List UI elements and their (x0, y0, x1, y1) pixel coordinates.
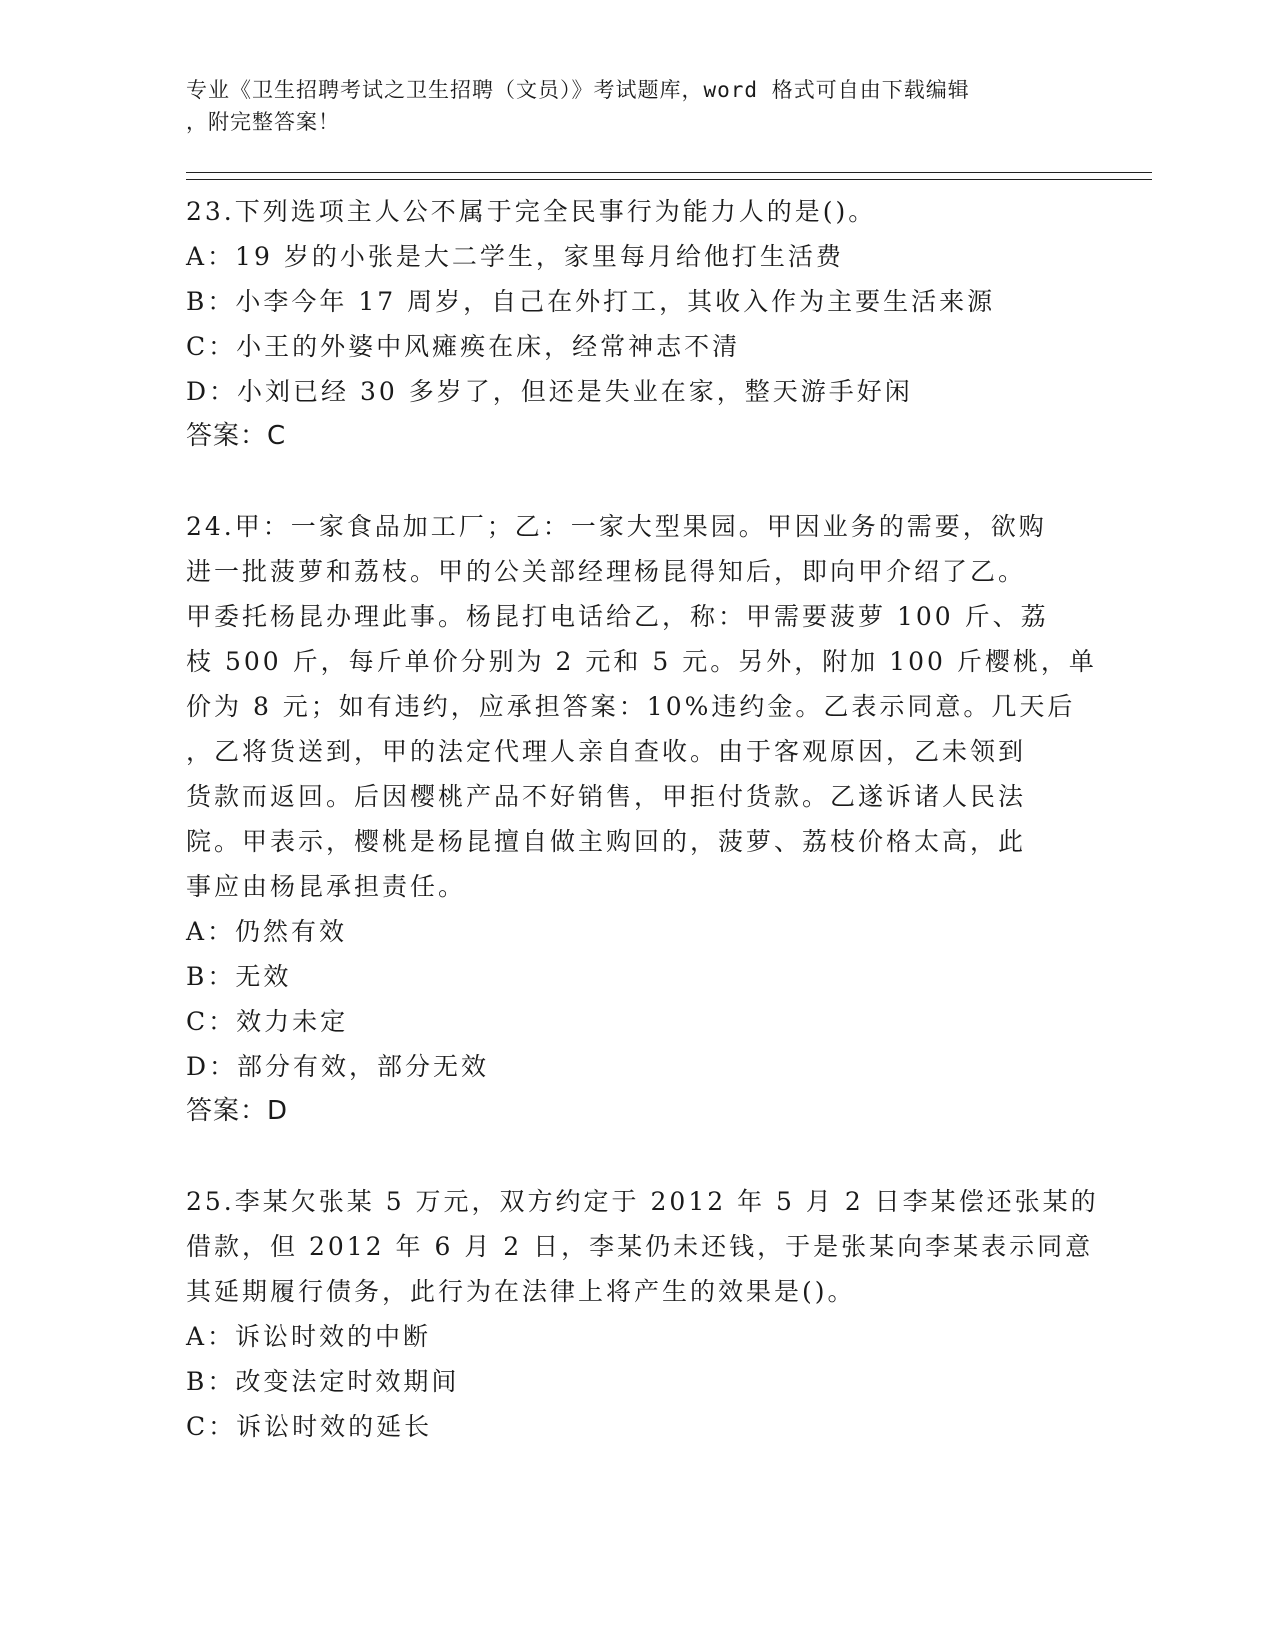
question-list (186, 189, 1099, 1449)
question-stem-line: 价为 8 元；如有违约，应承担答案：10%违约金。乙表示同意。几天后 (186, 692, 1076, 721)
header-line-2: ，附完整答案！ (186, 110, 340, 134)
question-stem-line: 借款，但 2012 年 6 月 2 日，李某仍未还钱，于是张某向李某表示同意 (186, 1232, 1094, 1261)
option-b: B：改变法定时效期间 (186, 1367, 460, 1396)
option-a: A：19 岁的小张是大二学生，家里每月给他打生活费 (186, 242, 844, 271)
option-c: C：效力未定 (186, 1007, 349, 1036)
question-stem-line: 23.下列选项主人公不属于完全民事行为能力人的是()。 (186, 197, 877, 226)
question-stem-line: 进一批菠萝和荔枝。甲的公关部经理杨昆得知后，即向甲介绍了乙。 (186, 557, 1027, 586)
question-stem-line: 24.甲：一家食品加工厂；乙：一家大型果园。甲因业务的需要，欲购 (186, 512, 1047, 541)
question-stem-line: 院。甲表示，樱桃是杨昆擅自做主购回的，菠萝、荔枝价格太高，此 (186, 827, 1027, 856)
question-spacer (186, 1134, 1086, 1179)
answer-line: 答案：C (186, 421, 287, 451)
option-c: C：小王的外婆中风瘫痪在床，经常神志不清 (186, 332, 741, 361)
option-a: A：仍然有效 (186, 917, 348, 946)
question-23 (186, 189, 1086, 459)
document-header (186, 74, 1066, 138)
option-b: B：小李今年 17 周岁，自己在外打工，其收入作为主要生活来源 (186, 287, 996, 316)
header-divider-bottom (186, 179, 1152, 180)
option-a: A：诉讼时效的中断 (186, 1322, 432, 1351)
question-25 (186, 1179, 1099, 1449)
question-stem-line: 25.李某欠张某 5 万元，双方约定于 2012 年 5 月 2 日李某偿还张某的 (186, 1187, 1099, 1216)
option-d: D：部分有效，部分无效 (186, 1052, 490, 1081)
question-stem-line: 其延期履行债务，此行为在法律上将产生的效果是()。 (186, 1277, 856, 1306)
question-stem-line: 枝 500 斤，每斤单价分别为 2 元和 5 元。另外，附加 100 斤樱桃，单 (186, 647, 1097, 676)
question-24 (186, 504, 1097, 1134)
option-b: B：无效 (186, 962, 292, 991)
header-divider-top (186, 172, 1152, 173)
option-d: D：小刘已经 30 多岁了，但还是失业在家，整天游手好闲 (186, 377, 913, 406)
option-c: C：诉讼时效的延长 (186, 1412, 433, 1441)
answer-line: 答案：D (186, 1096, 289, 1126)
question-stem-line: 货款而返回。后因樱桃产品不好销售，甲拒付货款。乙遂诉诸人民法 (186, 782, 1027, 811)
question-stem-line: ，乙将货送到，甲的法定代理人亲自查收。由于客观原因，乙未领到 (186, 737, 1027, 766)
question-stem-line: 甲委托杨昆办理此事。杨昆打电话给乙，称：甲需要菠萝 100 斤、荔 (186, 602, 1049, 631)
question-stem-line: 事应由杨昆承担责任。 (186, 872, 467, 901)
question-spacer (186, 459, 1086, 504)
header-line-1: 专业《卫生招聘考试之卫生招聘（文员）》考试题库，word 格式可自由下载编辑 (186, 78, 970, 102)
